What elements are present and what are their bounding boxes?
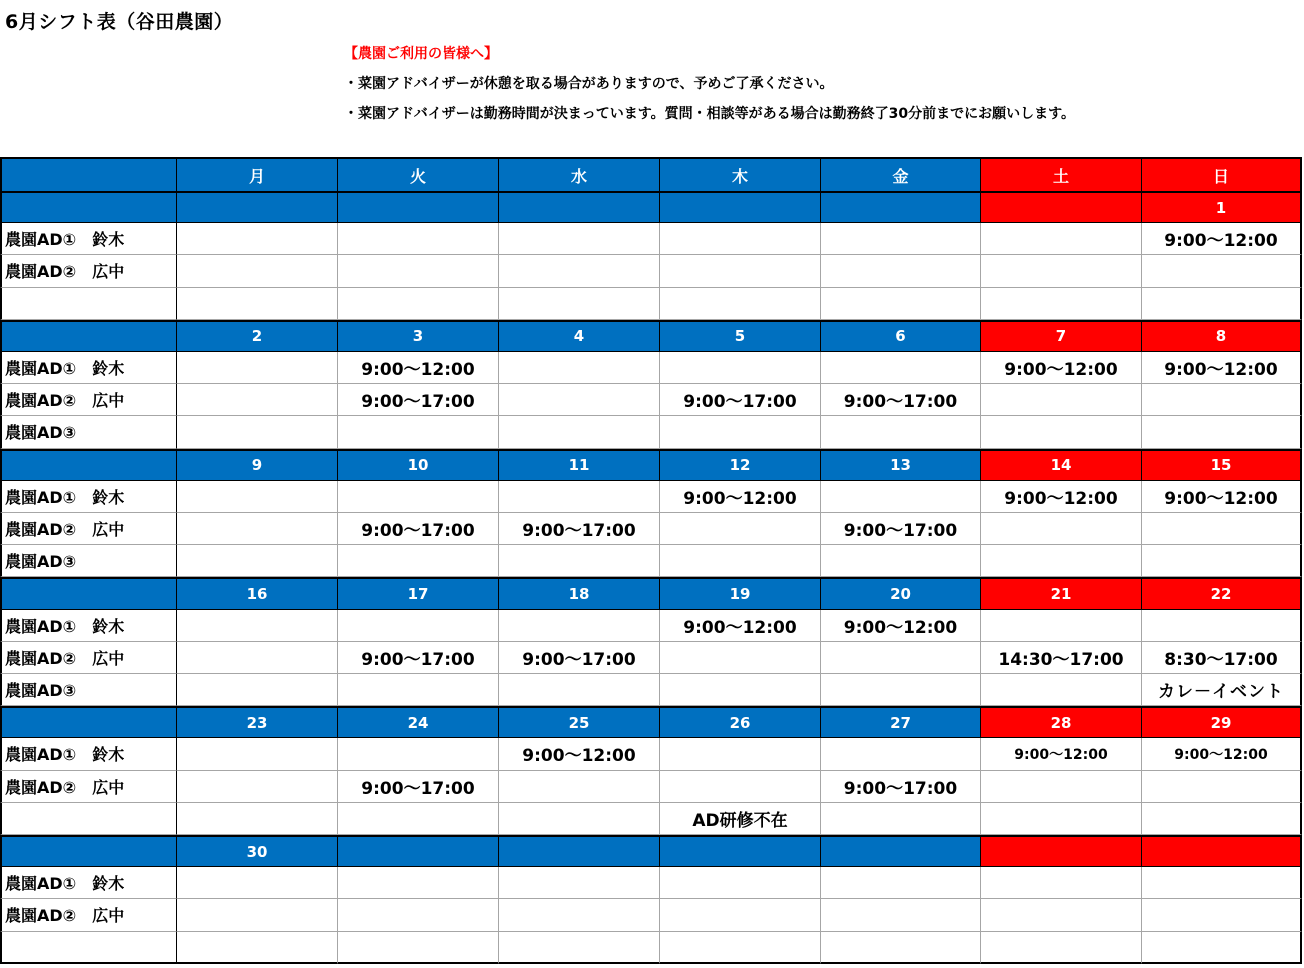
shift-cell (337, 481, 498, 513)
date-cell (176, 191, 337, 223)
date-cell: 9 (176, 449, 337, 481)
shift-cell (337, 223, 498, 255)
staff-label: 農園AD② 広中 (0, 642, 176, 674)
shift-cell: 9:00〜12:00 (498, 738, 659, 770)
shift-cell (1141, 255, 1302, 287)
date-row-label (0, 577, 176, 609)
shift-cell (176, 867, 337, 899)
shift-cell (659, 352, 820, 384)
shift-cell (659, 738, 820, 770)
staff-label: 農園AD③ (0, 674, 176, 706)
date-cell: 13 (820, 449, 980, 481)
shift-cell: 9:00〜17:00 (337, 513, 498, 545)
shift-cell: 9:00〜12:00 (980, 352, 1141, 384)
day-header: 月 (176, 157, 337, 191)
shift-cell (820, 867, 980, 899)
staff-label: 農園AD② 広中 (0, 771, 176, 803)
date-cell (498, 835, 659, 867)
shift-cell (1141, 932, 1302, 964)
date-cell: 4 (498, 320, 659, 352)
date-cell: 1 (1141, 191, 1302, 223)
shift-cell (337, 255, 498, 287)
shift-cell (176, 255, 337, 287)
shift-cell: 9:00〜17:00 (820, 384, 980, 416)
shift-cell (498, 899, 659, 931)
shift-cell: 9:00〜12:00 (1141, 352, 1302, 384)
shift-cell (659, 899, 820, 931)
shift-cell (1141, 288, 1302, 320)
shift-cell (820, 288, 980, 320)
shift-cell: 9:00〜12:00 (980, 738, 1141, 770)
shift-cell (498, 771, 659, 803)
date-cell: 24 (337, 706, 498, 738)
shift-cell: 9:00〜12:00 (820, 610, 980, 642)
date-row-label (0, 835, 176, 867)
shift-cell (820, 352, 980, 384)
shift-cell (659, 867, 820, 899)
staff-label: 農園AD① 鈴木 (0, 352, 176, 384)
staff-label: 農園AD① 鈴木 (0, 867, 176, 899)
shift-cell (1141, 803, 1302, 835)
shift-cell: 9:00〜12:00 (337, 352, 498, 384)
shift-cell (820, 932, 980, 964)
shift-cell (659, 416, 820, 448)
shift-cell (176, 481, 337, 513)
shift-cell (498, 384, 659, 416)
staff-label: 農園AD② 広中 (0, 384, 176, 416)
staff-label: 農園AD③ (0, 416, 176, 448)
day-header: 水 (498, 157, 659, 191)
shift-cell: 9:00〜12:00 (1141, 738, 1302, 770)
date-row-label (0, 449, 176, 481)
shift-cell (1141, 867, 1302, 899)
shift-cell (337, 803, 498, 835)
shift-cell (337, 610, 498, 642)
shift-cell (498, 674, 659, 706)
shift-cell (498, 288, 659, 320)
date-cell: 21 (980, 577, 1141, 609)
shift-cell (1141, 416, 1302, 448)
shift-cell (176, 771, 337, 803)
staff-label: 農園AD① 鈴木 (0, 610, 176, 642)
notice-line-2: ・菜園アドバイザーは勤務時間が決まっています。質問・相談等がある場合は勤務終了30分前までにお願いします。 (344, 106, 1075, 122)
shift-cell (498, 352, 659, 384)
date-cell (820, 835, 980, 867)
shift-cell: カレ－イベント (1141, 674, 1302, 706)
shift-cell (820, 481, 980, 513)
date-row-label (0, 320, 176, 352)
shift-cell (980, 384, 1141, 416)
date-cell: 2 (176, 320, 337, 352)
shift-cell (498, 255, 659, 287)
shift-cell (176, 384, 337, 416)
shift-cell: AD研修不在 (659, 803, 820, 835)
notice-heading: 【農園ご利用の皆様へ】 (344, 46, 498, 62)
date-cell: 11 (498, 449, 659, 481)
shift-cell (659, 674, 820, 706)
date-cell (980, 191, 1141, 223)
shift-cell (1141, 513, 1302, 545)
shift-cell (1141, 384, 1302, 416)
shift-cell (820, 223, 980, 255)
day-header: 火 (337, 157, 498, 191)
date-cell: 28 (980, 706, 1141, 738)
shift-cell (176, 288, 337, 320)
shift-cell (820, 642, 980, 674)
shift-cell: 14:30〜17:00 (980, 642, 1141, 674)
date-cell: 6 (820, 320, 980, 352)
shift-cell: 9:00〜12:00 (659, 610, 820, 642)
date-cell: 14 (980, 449, 1141, 481)
date-cell: 30 (176, 835, 337, 867)
shift-cell: 9:00〜17:00 (659, 384, 820, 416)
staff-label (0, 932, 176, 964)
shift-cell (820, 803, 980, 835)
shift-cell (498, 416, 659, 448)
shift-cell (498, 867, 659, 899)
shift-cell: 9:00〜12:00 (1141, 223, 1302, 255)
shift-cell (980, 867, 1141, 899)
shift-cell (659, 513, 820, 545)
shift-cell: 9:00〜17:00 (820, 513, 980, 545)
staff-label (0, 803, 176, 835)
date-cell (498, 191, 659, 223)
date-cell (820, 191, 980, 223)
shift-cell (659, 288, 820, 320)
shift-cell (337, 899, 498, 931)
date-cell: 10 (337, 449, 498, 481)
shift-cell (498, 545, 659, 577)
date-cell: 5 (659, 320, 820, 352)
page-title: 6月シフト表（谷田農園） (5, 11, 234, 33)
shift-cell: 9:00〜17:00 (498, 642, 659, 674)
date-cell (659, 835, 820, 867)
shift-cell (176, 674, 337, 706)
shift-cell (337, 738, 498, 770)
shift-cell (498, 223, 659, 255)
date-cell: 26 (659, 706, 820, 738)
shift-cell (337, 867, 498, 899)
date-cell: 23 (176, 706, 337, 738)
shift-cell (980, 932, 1141, 964)
day-header: 日 (1141, 157, 1302, 191)
shift-cell (498, 610, 659, 642)
date-cell: 17 (337, 577, 498, 609)
shift-cell (659, 255, 820, 287)
date-cell: 7 (980, 320, 1141, 352)
shift-cell (820, 899, 980, 931)
shift-cell (176, 223, 337, 255)
shift-cell (820, 255, 980, 287)
shift-cell (980, 610, 1141, 642)
shift-cell (176, 899, 337, 931)
date-cell (337, 191, 498, 223)
shift-cell (980, 255, 1141, 287)
date-cell (337, 835, 498, 867)
date-cell: 16 (176, 577, 337, 609)
shift-cell (176, 513, 337, 545)
date-cell: 12 (659, 449, 820, 481)
shift-cell (176, 352, 337, 384)
shift-cell: 9:00〜17:00 (337, 384, 498, 416)
shift-cell: 9:00〜12:00 (659, 481, 820, 513)
shift-cell (820, 738, 980, 770)
staff-label (0, 288, 176, 320)
staff-label: 農園AD① 鈴木 (0, 481, 176, 513)
shift-cell (820, 674, 980, 706)
shift-cell (980, 899, 1141, 931)
shift-cell (980, 288, 1141, 320)
shift-cell (980, 416, 1141, 448)
shift-cell (1141, 545, 1302, 577)
shift-cell (980, 803, 1141, 835)
shift-cell (337, 674, 498, 706)
date-cell: 18 (498, 577, 659, 609)
date-cell: 19 (659, 577, 820, 609)
shift-cell (176, 416, 337, 448)
shift-cell (337, 545, 498, 577)
date-row-label (0, 706, 176, 738)
shift-cell (820, 545, 980, 577)
shift-cell (659, 545, 820, 577)
day-header: 土 (980, 157, 1141, 191)
staff-label: 農園AD③ (0, 545, 176, 577)
date-cell: 15 (1141, 449, 1302, 481)
shift-cell: 9:00〜17:00 (498, 513, 659, 545)
staff-label: 農園AD② 広中 (0, 899, 176, 931)
shift-cell: 9:00〜17:00 (820, 771, 980, 803)
shift-cell: 8:30〜17:00 (1141, 642, 1302, 674)
shift-cell (980, 513, 1141, 545)
shift-cell (1141, 899, 1302, 931)
shift-cell (498, 932, 659, 964)
shift-cell: 9:00〜12:00 (1141, 481, 1302, 513)
date-row-label (0, 191, 176, 223)
shift-cell (176, 803, 337, 835)
date-cell (1141, 835, 1302, 867)
staff-label: 農園AD② 広中 (0, 255, 176, 287)
staff-label: 農園AD① 鈴木 (0, 738, 176, 770)
date-cell: 22 (1141, 577, 1302, 609)
date-cell (659, 191, 820, 223)
shift-cell (176, 932, 337, 964)
header-corner (0, 157, 176, 191)
shift-cell (980, 545, 1141, 577)
shift-cell (337, 932, 498, 964)
shift-cell (659, 642, 820, 674)
shift-cell (980, 223, 1141, 255)
shift-cell (498, 481, 659, 513)
shift-cell (176, 610, 337, 642)
date-cell: 29 (1141, 706, 1302, 738)
shift-cell (337, 416, 498, 448)
date-cell: 20 (820, 577, 980, 609)
shift-cell (1141, 610, 1302, 642)
notice-line-1: ・菜園アドバイザーが休憩を取る場合がありますので、予めご了承ください。 (344, 76, 834, 92)
day-header: 金 (820, 157, 980, 191)
shift-cell (176, 642, 337, 674)
staff-label: 農園AD① 鈴木 (0, 223, 176, 255)
shift-cell (337, 288, 498, 320)
date-cell: 25 (498, 706, 659, 738)
date-cell: 27 (820, 706, 980, 738)
date-cell (980, 835, 1141, 867)
shift-cell (980, 674, 1141, 706)
shift-cell (820, 416, 980, 448)
staff-label: 農園AD② 広中 (0, 513, 176, 545)
shift-cell (498, 803, 659, 835)
shift-cell: 9:00〜17:00 (337, 771, 498, 803)
shift-cell (176, 738, 337, 770)
shift-cell: 9:00〜17:00 (337, 642, 498, 674)
shift-cell (1141, 771, 1302, 803)
date-cell: 8 (1141, 320, 1302, 352)
day-header: 木 (659, 157, 820, 191)
shift-cell (176, 545, 337, 577)
shift-cell (659, 932, 820, 964)
shift-cell (659, 771, 820, 803)
shift-cell: 9:00〜12:00 (980, 481, 1141, 513)
date-cell: 3 (337, 320, 498, 352)
shift-cell (659, 223, 820, 255)
shift-cell (980, 771, 1141, 803)
